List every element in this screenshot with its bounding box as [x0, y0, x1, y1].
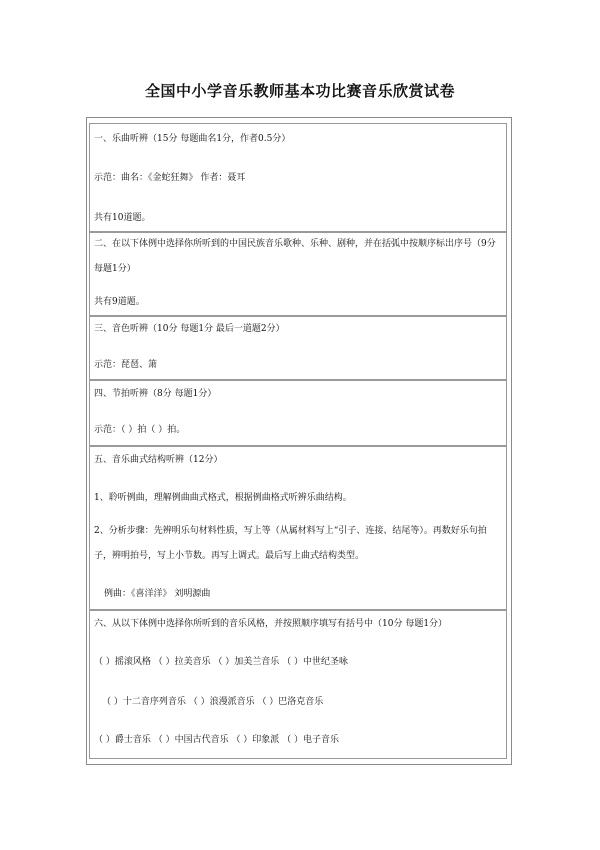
exam-sheet	[86, 117, 512, 765]
section-6-heading: 六、从以下体例中选择你所听到的音乐风格，并按照顺序填写有括号中（10分 每题1分）	[94, 619, 448, 629]
section-4-example: 示范：（ ）拍（ ）拍。	[94, 425, 186, 435]
section-1-heading: 一、乐曲听辨（15分 每题曲名1分，作者0.5分）	[94, 134, 291, 144]
section-6	[89, 609, 507, 759]
section-5-item-1: 1、聆听例曲，理解例曲曲式格式，根据例曲格式听辨乐曲结构。	[94, 493, 352, 503]
page-title: 全国中小学音乐教师基本功比赛音乐欣赏试卷	[144, 82, 455, 100]
section-5	[89, 445, 507, 611]
section-3-example: 示范：琵琶、箫	[94, 360, 158, 370]
section-3	[89, 315, 507, 381]
section-1-note: 共有10道题。	[94, 213, 151, 223]
section-3-heading: 三、音色听辨（10分 每题1分 最后一道题2分）	[94, 324, 285, 334]
section-1	[89, 123, 507, 233]
section-2-note: 共有9道题。	[94, 297, 145, 307]
section-4	[89, 379, 507, 447]
section-4-heading: 四、节拍听辨（8分 每题1分）	[94, 389, 217, 399]
section-5-example: 例曲：《喜洋洋》 刘明源曲	[104, 589, 211, 599]
section-1-example: 示范：曲名：《金蛇狂舞》 作者：聂耳	[94, 173, 246, 183]
section-6-options-row-1: （ ）摇滚风格 （ ）拉美音乐 （ ）加美兰音乐 （ ）中世纪圣咏	[94, 657, 349, 667]
section-6-options-row-3: （ ）爵士音乐 （ ）中国古代音乐 （ ）印象派 （ ）电子音乐	[94, 735, 340, 745]
section-6-options-row-2: （ ）十二音序列音乐 （ ）浪漫派音乐 （ ）巴洛克音乐	[102, 697, 324, 707]
section-5-heading: 五、音乐曲式结构听辨（12分）	[94, 455, 223, 465]
section-2-heading: 二、在以下体例中选择你所听到的中国民族音乐歌种、乐种、剧种，并在括弧中按顺序标出序号（9分 每题1分）	[94, 239, 496, 274]
section-2	[89, 231, 507, 317]
section-5-item-2: 2、分析步骤：先辨明乐句材料性质，写上等（从属材料写上“引子、连接、结尾等）。再数好乐句拍子，辨明拍号，写上小节数。再写上调式。最后写上曲式结构类型。	[94, 526, 487, 561]
